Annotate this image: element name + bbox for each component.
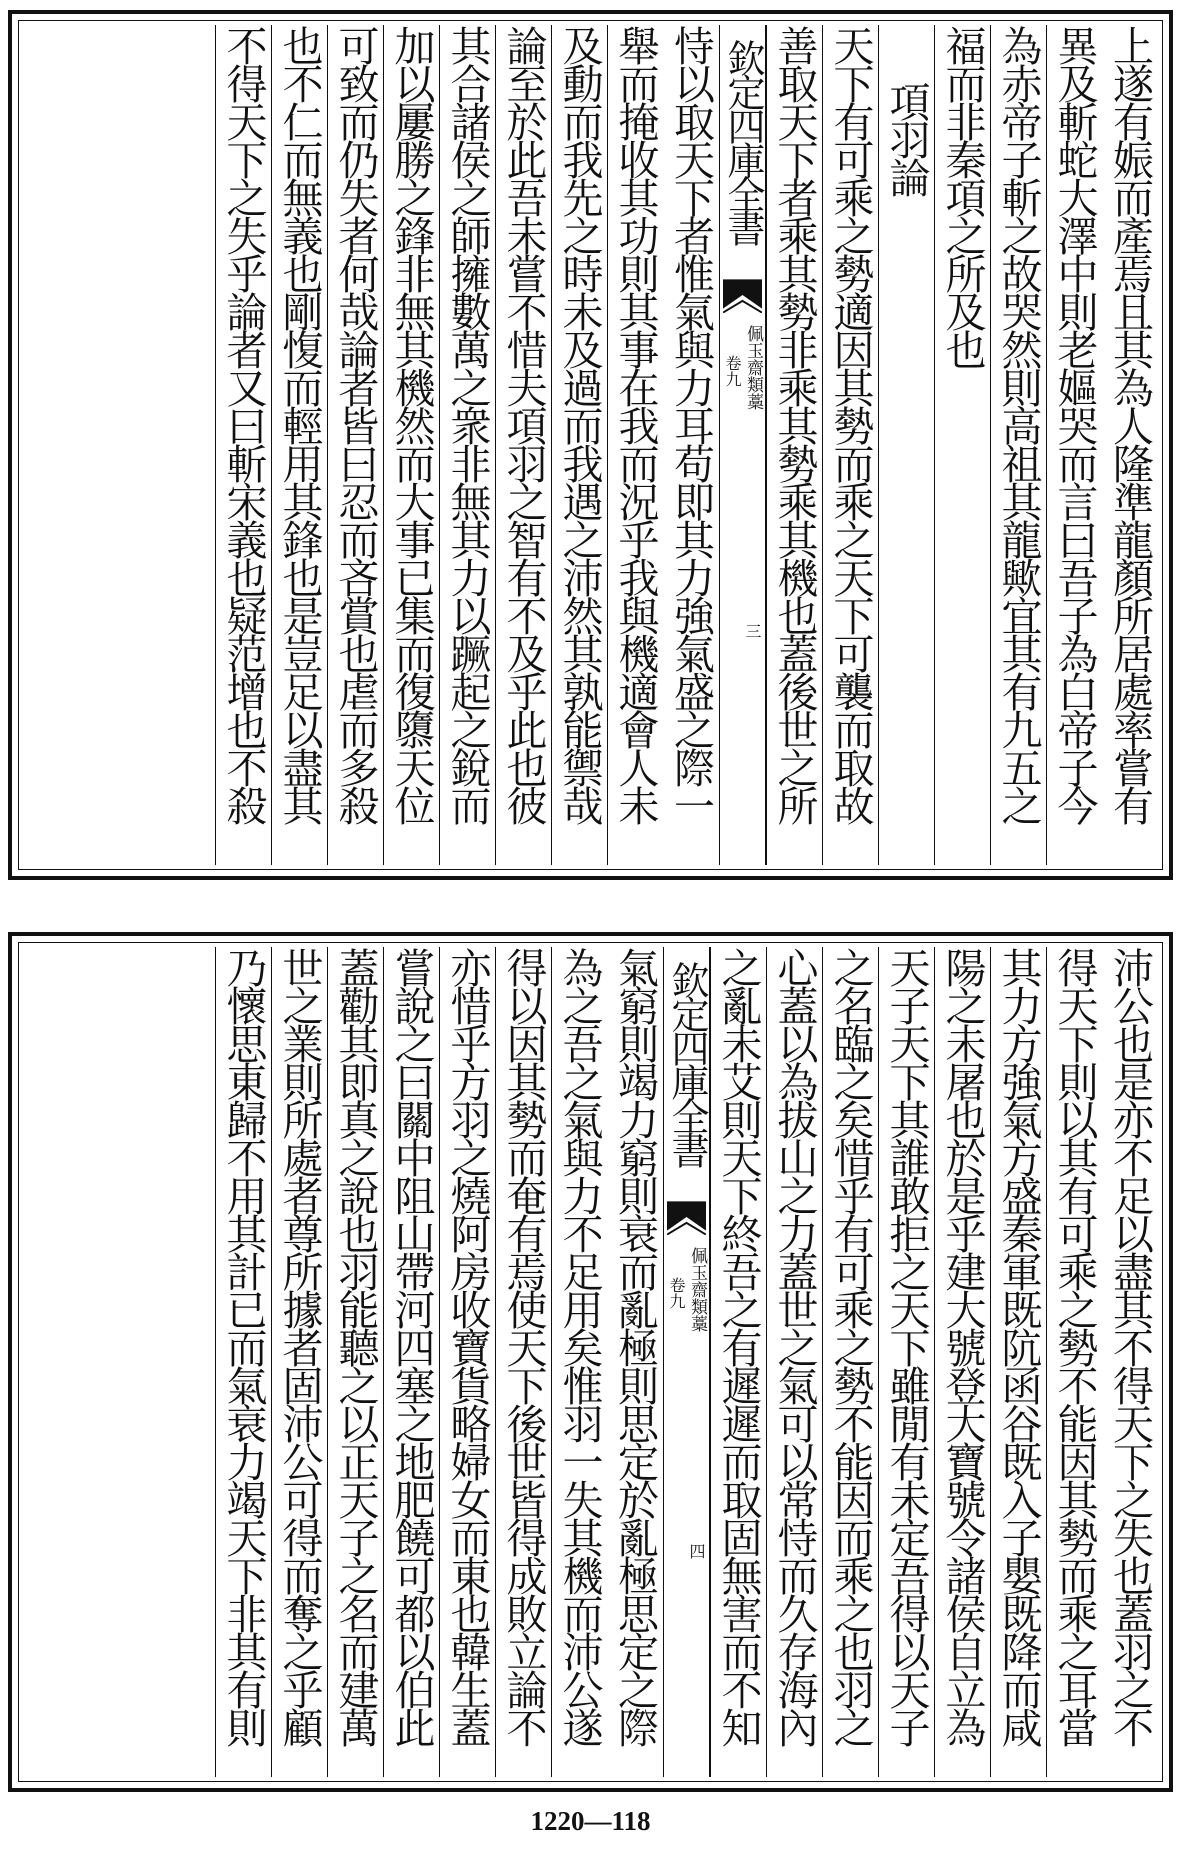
column-text: 不得天下之失乎論者又曰斬宋義也疑范增也不殺 <box>219 25 268 823</box>
column-text: 沛公也是亦不足以盡其不得天下之失也蓋羽之不 <box>1106 947 1154 1745</box>
text-column <box>383 25 439 865</box>
text-column <box>1046 947 1102 1777</box>
text-column <box>383 947 439 1777</box>
column-text: 為赤帝子斬之故哭然則高祖其龍歟宜其有九五之 <box>994 25 1043 823</box>
column-text: 天下有可乘之勢適因其勢而乘之天下可襲而取故 <box>826 25 875 823</box>
text-column <box>878 947 934 1777</box>
section-title-column <box>878 25 934 865</box>
column-text: 可致而仍失者何哉論者皆曰忍而吝賞也虐而多殺 <box>331 25 380 823</box>
text-column <box>439 947 495 1777</box>
column-text: 心蓋以為拔山之力蓋世之氣可以常恃而久存海內 <box>770 947 819 1745</box>
book-title: 欽定四庫全書 <box>721 39 765 243</box>
center-header-strip <box>663 947 710 1777</box>
text-column <box>1102 25 1158 865</box>
page-inner-frame <box>18 942 1163 1782</box>
column-text: 得天下則以其有可乘之勢不能因其勢而乘之耳當 <box>1050 947 1099 1745</box>
page-panel-lower <box>8 932 1173 1792</box>
column-text: 氣窮則竭力窮則衰而亂極則思定於亂極思定之際 <box>611 947 659 1745</box>
text-column <box>822 25 878 865</box>
text-column <box>327 25 383 865</box>
text-column <box>607 25 663 865</box>
text-column <box>271 25 327 865</box>
text-column <box>1102 947 1158 1777</box>
volume-label: 卷九 <box>667 1277 686 1309</box>
column-text: 為之吾之氣與力不足用矣惟羽一失其機而沛公遂 <box>555 947 604 1745</box>
volume-label: 卷九 <box>723 355 742 387</box>
text-column <box>822 947 878 1777</box>
column-text: 舉而掩收其功則其事在我而況乎我與機適會人未 <box>611 25 660 823</box>
column-text: 其力方強氣方盛秦軍既阬函谷既入子嬰既降而咸 <box>994 947 1043 1745</box>
column-text: 陽之未屠也於是乎建大號登大寶號令諸侯自立為 <box>938 947 987 1745</box>
column-text: 天子天下其誰敢拒之天下雖閒有未定吾得以天子 <box>882 947 931 1745</box>
column-text: 之名臨之矣惜乎有可乘之勢不能因而乘之也羽之 <box>826 947 875 1745</box>
column-text: 也不仁而無義也剛愎而輕用其鋒也是豈足以盡其 <box>275 25 324 823</box>
column-text: 福而非秦項之所及也 <box>938 25 987 367</box>
column-text: 其合諸侯之師擁數萬之衆非無其力以蹶起之銳而 <box>443 25 492 823</box>
fish-tail-icon <box>667 1201 706 1235</box>
collection-name: 佩玉齋類藁 <box>687 1247 707 1332</box>
text-column <box>327 947 383 1777</box>
text-column <box>934 25 990 865</box>
essay-title: 項羽論 <box>882 81 931 195</box>
text-column <box>439 25 495 865</box>
book-title: 欽定四庫全書 <box>665 961 709 1165</box>
column-text: 加以屢勝之鋒非無其機然而大事已集而復隳天位 <box>387 25 436 823</box>
page-footer-label: 1220—118 <box>530 1806 651 1836</box>
page-panel-upper <box>8 10 1173 880</box>
text-column <box>663 25 719 865</box>
column-text: 世之業則所處者尊所據者固沛公可得而奪之乎顧 <box>275 947 324 1745</box>
column-text: 得以因其勢而奄有焉使天下後世皆得成敗立論不 <box>499 947 548 1745</box>
column-text: 上遂有娠而產焉且其為人隆準龍顏所居處率嘗有 <box>1106 25 1154 823</box>
column-text: 恃以取天下者惟氣與力耳苟即其力強氣盛之際一 <box>667 25 715 823</box>
text-column <box>990 947 1046 1777</box>
text-column <box>215 947 271 1777</box>
text-column <box>990 25 1046 865</box>
text-column <box>551 25 607 865</box>
text-column <box>710 947 766 1777</box>
text-column <box>934 947 990 1777</box>
column-text: 異及斬蛇大澤中則老嫗哭而言曰吾子為白帝子今 <box>1050 25 1099 823</box>
column-text: 之亂未艾則天下終吾之有遲遲而取固無害而不知 <box>714 947 763 1745</box>
column-text: 乃懷思東歸不用其計已而氣衰力竭天下非其有則 <box>219 947 268 1745</box>
text-column <box>495 25 551 865</box>
text-column <box>766 25 822 865</box>
page-number: 四 <box>687 1543 706 1559</box>
column-text: 蓋勸其即真之說也羽能聽之以正天子之名而建萬 <box>331 947 380 1745</box>
text-column <box>1046 25 1102 865</box>
column-text: 及動而我先之時未及過而我遇之沛然其孰能禦哉 <box>555 25 604 823</box>
text-column <box>271 947 327 1777</box>
page-inner-frame <box>18 20 1163 870</box>
column-text: 論至於此吾未嘗不惜夫項羽之智有不及乎此也彼 <box>499 25 548 823</box>
text-column <box>607 947 663 1777</box>
column-text: 嘗說之曰關中阻山帶河四塞之地肥饒可都以伯此 <box>387 947 436 1745</box>
text-column <box>551 947 607 1777</box>
page-number: 三 <box>743 623 762 639</box>
collection-name: 佩玉齋類藁 <box>743 325 763 410</box>
text-column <box>766 947 822 1777</box>
center-header-strip <box>719 25 766 865</box>
column-text: 亦惜乎方羽之燒阿房收寶貨略婦女而東也韓生蓋 <box>443 947 492 1745</box>
text-column <box>215 25 271 865</box>
fish-tail-icon <box>723 279 762 313</box>
text-column <box>495 947 551 1777</box>
column-text: 善取天下者乘其勢非乘其勢乘其機也蓋後世之所 <box>770 25 819 823</box>
